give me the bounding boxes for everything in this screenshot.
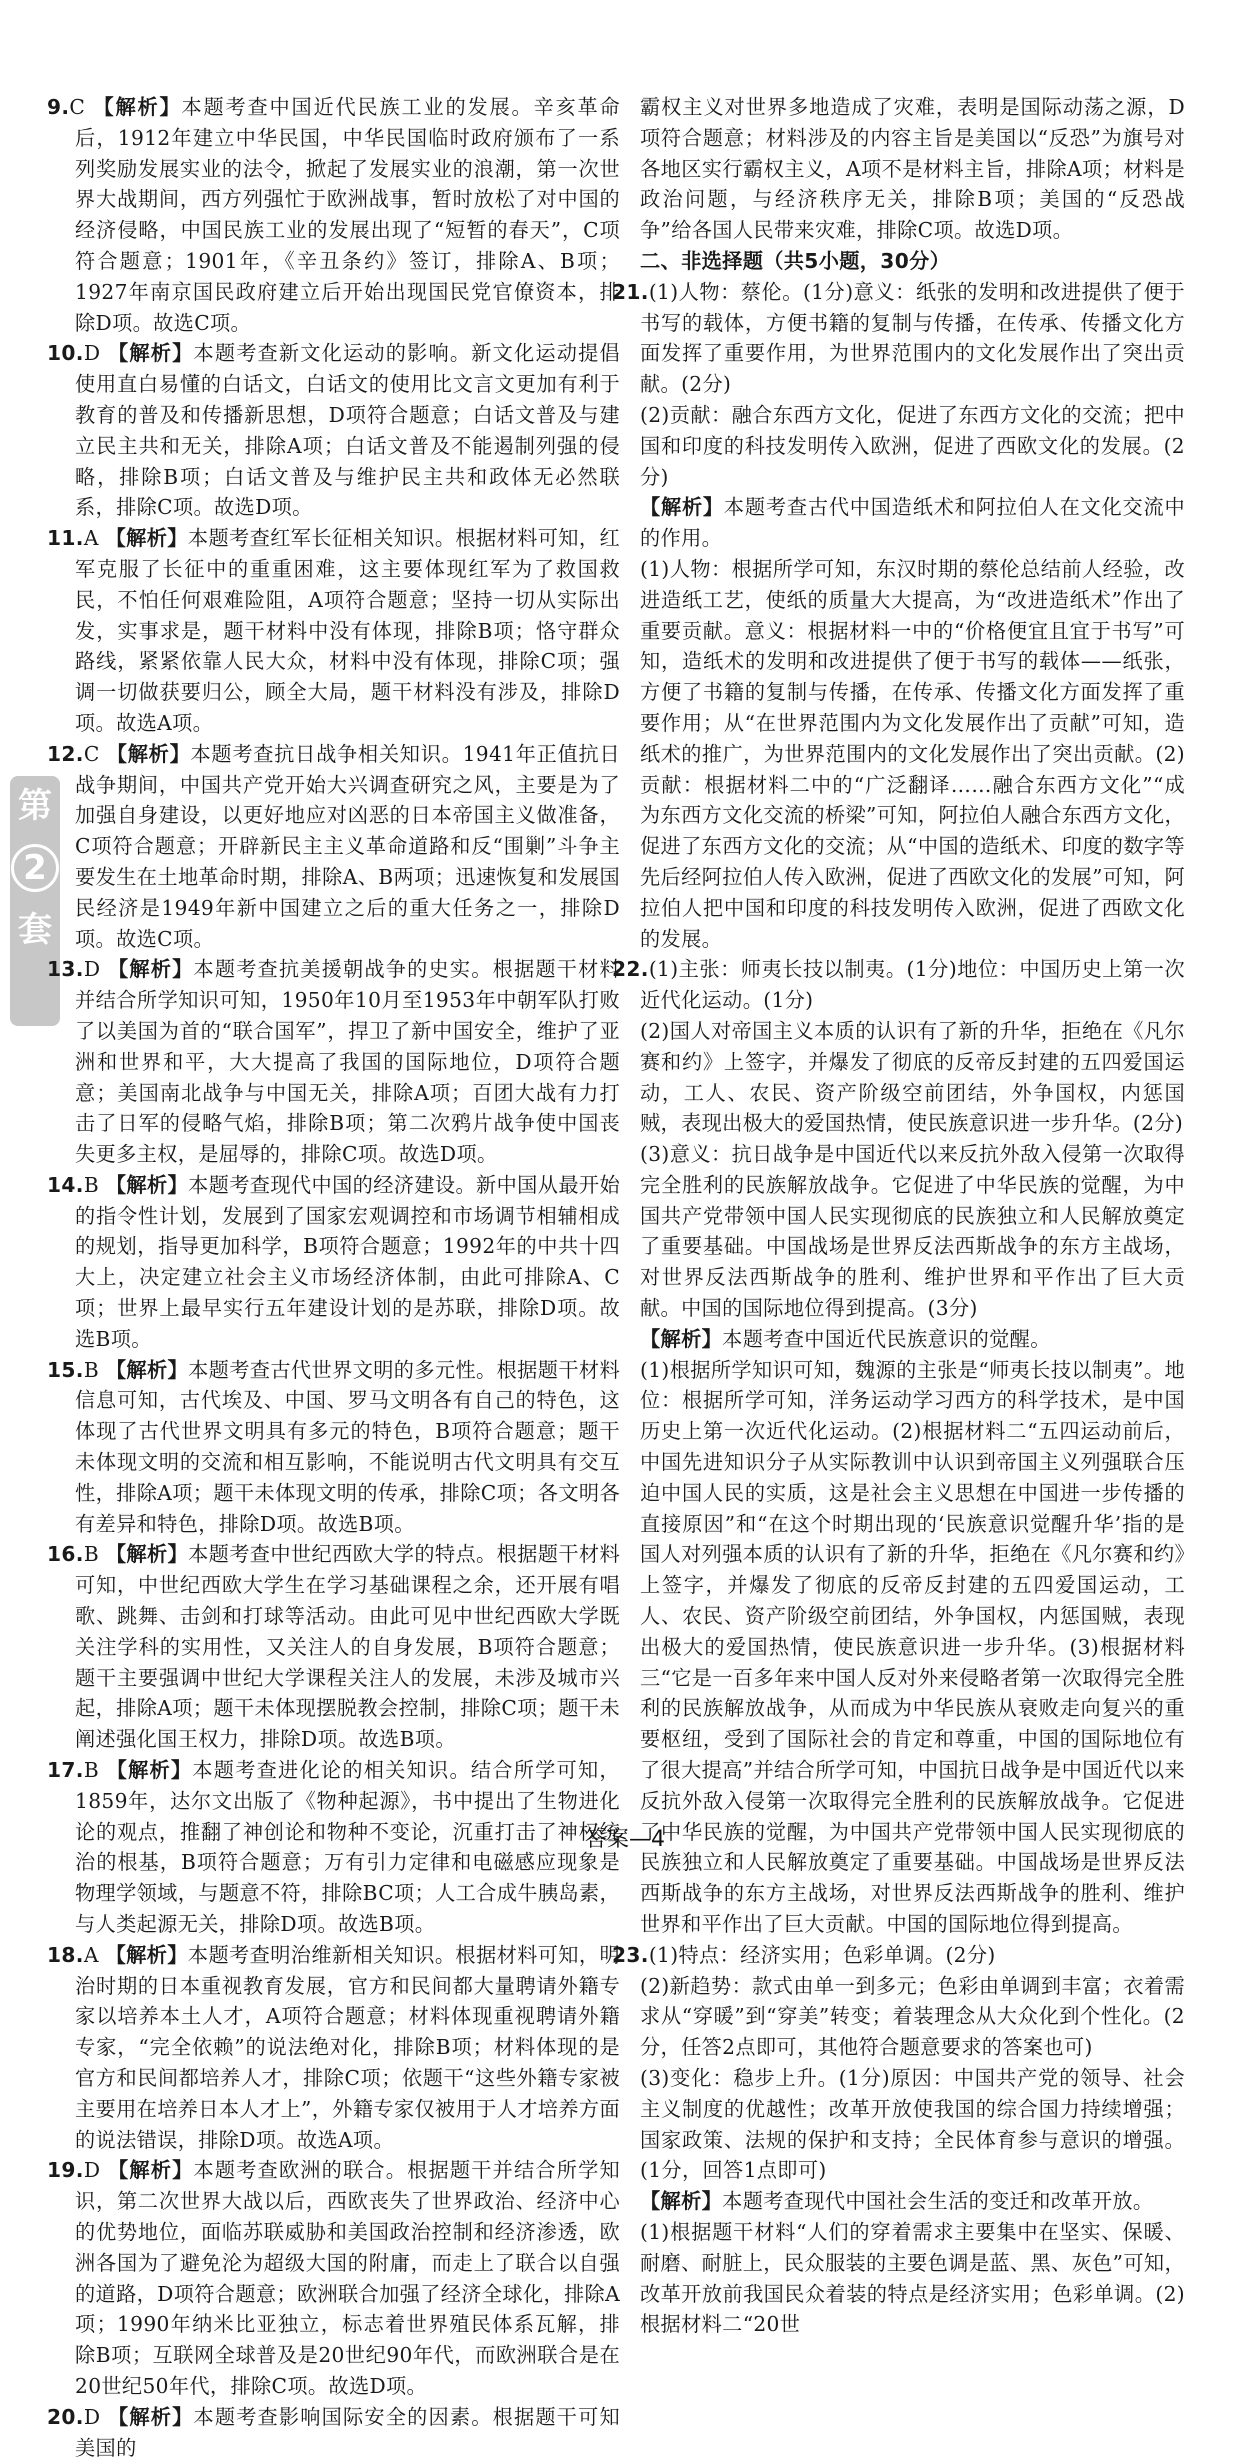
section-heading-nonchoice: 二、非选择题（共5小题，30分） [640,248,951,273]
answer-item-14: 14.B 【解析】本题考查现代中国的经济建设。新中国从最开始的指令性计划，发展到了国家宏观调控和市场调节相辅相成的规划，指导更加科学，B项符合题意；1992年的中共十四大上，决定建立社会主义市场经济体制，由此可排除A、C项；世界上最早实行五年建设计划的是苏联，排除D项。故选B项。 [47,1172,620,1351]
answer-item-9: 9.C 【解析】本题考查中国近代民族工业的发展。辛亥革命后，1912年建立中华民国，中华民国临时政府颁布了一系列奖励发展实业的法令，掀起了发展实业的浪潮，第一次世界大战期间，西方列强忙于欧洲战事，暂时放松了对中国的经济侵略，中国民族工业的发展出现了“短暂的春天”，C项符合题意；1901年，《辛丑条约》签订，排除A、B项；1927年南京国民政府建立后开始出现国民党官僚资本，排除D项。故选C项。 [47,95,621,335]
answer-item-16: 16.B 【解析】本题考查中世纪西欧大学的特点。根据题干材料可知，中世纪西欧大学生在学习基础课程之余，还开展有唱歌、跳舞、击剑和打球等活动。由此可见中世纪西欧大学既关注学科的实用性，又关注人的自身发展，B项符合题意；题干主要强调中世纪大学课程关注人的发展，未涉及城市兴起，排除A项；题干未体现摆脱教会控制，排除C项；题干未阐述强化国王权力，排除D项。故选B项。 [47,1542,620,1752]
answer-item-20-continued: 霸权主义对世界多地造成了灾难，表明是国际动荡之源，D项符合题意；材料涉及的内容主旨是美国以“反恐”为旗号对各地区实行霸权主义，A项不是材料主旨，排除A项；材料是政治问题，与经济秩序无关，排除B项；美国的“反恐战争”给各国人民带来灾难，排除C项。故选D项。 [640,95,1185,243]
answer-23-analysis: (1)根据题干材料“人们的穿着需求主要集中在坚实、保暖、耐磨、耐脏上，民众服装的主要色调是蓝、黑、灰色”可知，改革开放前我国民众着装的特点是经济实用；色彩单调。(2)根据材料二“20世 [640,2219,1185,2337]
left-column [47,92,621,2463]
answer-item-10: 10.D 【解析】本题考查新文化运动的影响。新文化运动提倡使用直白易懂的白话文，白话文的使用比文言文更加有利于教育的普及和传播新思想，D项符合题意；白话文普及与建立民主共和无关，排除A项；白话文普及不能遏制列强的侵略，排除B项；白话文普及与维护民主共和政体无必然联系，排除C项。故选D项。 [47,341,620,520]
answer-item-23: 23.(1)特点：经济实用；色彩单调。(2分) [612,1942,996,1967]
answer-item-19: 19.D 【解析】本题考查欧洲的联合。根据题干并结合所学知识，第二次世界大战以后，西欧丧失了世界政治、经济中心的优势地位，面临苏联威胁和美国政治控制和经济渗透，欧洲各国为了避免沦为超级大国的附庸，而走上了联合以自强的道路，D项符合题意；欧洲联合加强了经济全球化，排除A项；1990年纳米比亚独立，标志着世界殖民体系瓦解，排除B项；互联网全球普及是20世纪90年代，而欧洲联合是在20世纪50年代，排除C项。故选D项。 [47,2158,621,2398]
answer-22-part3: (3)意义：抗日战争是中国近代以来反抗外敌入侵第一次取得完全胜利的民族解放战争。它促进了中华民族的觉醒，为中国共产党带领中国人民实现彻底的民族独立和人民解放奠定了重要基础。中国战场是世界反法西斯战争的东方主战场，对世界反法西斯战争的胜利、维护世界和平作出了巨大贡献。中国的国际地位得到提高。(3分) [640,1142,1185,1321]
answer-23-analysis-head: 【解析】本题考查现代中国社会生活的变迁和改革开放。 [640,2189,1154,2214]
answer-item-15: 15.B 【解析】本题考查古代世界文明的多元性。根据题干材料信息可知，古代埃及、中国、罗马文明各有自己的特色，这体现了古代世界文明具有多元的特色，B项符合题意；题干未体现文明的交流和相互影响，不能说明古代文明具有交互性，排除A项；题干未体现文明的传承，排除C项；各文明各有差异和特色，排除D项。故选B项。 [47,1357,620,1536]
answer-item-21: 21.(1)人物：蔡伦。(1分)意义：纸张的发明和改进提供了便于书写的载体，方便书籍的复制与传播，在传承、传播文化方面发挥了重要作用，为世界范围内的文化发展作出了突出贡献。(2分) [612,279,1185,397]
answer-23-part2: (2)新趋势：款式由单一到多元；色彩由单调到丰富；衣着需求从“穿暖”到“穿美”转变；着装理念从大众化到个性化。(2分，任答2点即可，其他符合题意要求的答案也可) [640,1973,1185,2060]
answer-item-12: 12.C 【解析】本题考查抗日战争相关知识。1941年正值抗日战争期间，中国共产党开始大兴调查研究之风，主要是为了加强自身建设，以更好地应对凶恶的日本帝国主义做准备，C项符合题意；开辟新民主主义革命道路和反“围剿”斗争主要发生在土地革命时期，排除A、B两项；迅速恢复和发展国民经济是1949年新中国建立之后的重大任务之一，排除D项。故选C项。 [47,741,620,951]
answer-22-analysis: (1)根据所学知识可知，魏源的主张是“师夷长技以制夷”。地位：根据所学可知，洋务运动学习西方的科学技术，是中国历史上第一次近代化运动。(2)根据材料二“五四运动前后，中国先进知识分子从实际教训中认识到帝国主义列强联合压迫中国人民的实质，这是社会主义思想在中国进一步传播的直接原因”和“在这个时期出现的‘民族意识觉醒升华’指的是国人对列强本质的认识有了新的升华，拒绝在《凡尔赛和约》上签字，并爆发了彻底的反帝反封建的五四爱国运动，工人、农民、资产阶级空前团结，外争国权，内惩国贼，表现出极大的爱国热情，使民族意识进一步升华。(3)根据材料三“它是一百多年来中国人反对外来侵略者第一次取得完全胜利的民族解放战争，从而成为中华民族从衰败走向复兴的重要枢纽，受到了国际社会的肯定和尊重，中国的国际地位有了很大提高”并结合所学可知，中国抗日战争是中国近代以来反抗外敌入侵第一次取得完全胜利的民族解放战争。它促进了中华民族的觉醒，为中国共产党带领中国人民实现彻底的民族独立和人民解放奠定了重要基础。中国战场是世界反法西斯战争的东方主战场，对世界反法西斯战争的胜利、维护世界和平作出了巨大贡献。中国的国际地位得到提高。 [640,1357,1185,1937]
set-indicator-tab [10,776,60,1026]
answer-21-analysis-head: 【解析】本题考查古代中国造纸术和阿拉伯人在文化交流中的作用。 [640,495,1186,551]
answer-item-22: 22.(1)主张：师夷长技以制夷。(1分)地位：中国历史上第一次近代化运动。(1分) [612,957,1185,1013]
set-indicator-top: 第 [18,786,52,826]
answer-item-13: 13.D 【解析】本题考查抗美援朝战争的史实。根据题干材料并结合所学知识可知，1950年10月至1953年中朝军队打败了以美国为首的“联合国军”，捍卫了新中国安全，维护了亚洲和世界和平，大大提高了我国的国际地位，D项符合题意；美国南北战争与中国无关，排除A项；百团大战有力打击了日军的侵略气焰，排除B项；第二次鸦片战争使中国丧失更多主权，是屈辱的，排除C项。故选D项。 [47,957,620,1167]
answer-22-part2: (2)国人对帝国主义本质的认识有了新的升华，拒绝在《凡尔赛和约》上签字，并爆发了彻底的反帝反封建的五四爱国运动，工人、农民、资产阶级空前团结，外争国权，内惩国贼，表现出极大的爱国热情，使民族意识进一步升华。(2分) [640,1018,1185,1136]
answer-22-analysis-head: 【解析】本题考查中国近代民族意识的觉醒。 [640,1326,1051,1351]
answer-item-17: 17.B 【解析】本题考查进化论的相关知识。结合所学可知，1859年，达尔文出版了《物种起源》，书中提出了生物进化论的观点，推翻了神创论和物种不变论，沉重打击了神权统治的根基，B项符合题意；万有引力定律和电磁感应现象是物理学领域，与题意不符，排除BC项；人工合成牛胰岛素，与人类起源无关，排除D项。故选B项。 [47,1758,620,1937]
page-footer: 答案—4 [585,1827,665,1852]
set-indicator-bottom: 套 [18,910,52,950]
answer-21-analysis: (1)人物：根据所学可知，东汉时期的蔡伦总结前人经验，改进造纸工艺，使纸的质量大大提高，为“改进造纸术”作出了重要贡献。意义：根据材料一中的“价格便宜且宜于书写”可知，造纸术的发明和改进提供了便于书写的载体——纸张，方便了书籍的复制与传播，在传承、传播文化方面发挥了重要作用；从“在世界范围内为文化发展作出了贡献”可知，造纸术的推广，为世界范围内的文化发展作出了突出贡献。(2)贡献：根据材料二中的“广泛翻译……融合东西方文化”“成为东西方文化交流的桥梁”可知，阿拉伯人融合东西方文化，促进了东西方文化的交流；从“中国的造纸术、印度的数字等先后经阿拉伯人传入欧洲，促进了西欧文化的发展”可知，阿拉伯人把中国和印度的科技发明传入欧洲，促进了西欧文化的发展。 [640,556,1185,951]
answer-21-part2: (2)贡献：融合东西方文化，促进了东西方文化的交流；把中国和印度的科技发明传入欧洲，促进了西欧文化的发展。(2分) [640,402,1185,489]
set-indicator-number: 2 [11,844,59,892]
answer-23-part3: (3)变化：稳步上升。(1分)原因：中国共产党的领导、社会主义制度的优越性；改革开放使我国的综合国力持续增强；国家政策、法规的保护和支持；全民体育参与意识的增强。(1分，回答1点即可) [640,2066,1185,2183]
answer-item-11: 11.A 【解析】本题考查红军长征相关知识。根据材料可知，红军克服了长征中的重重困难，这主要体现红军为了救国救民，不怕任何艰难险阻，A项符合题意；坚持一切从实际出发，实事求是，题干材料中没有体现，排除B项；恪守群众路线，紧紧依靠人民大众，材料中没有体现，排除C项；强调一切做获要归公，顾全大局，题干材料没有涉及，排除D项。故选A项。 [47,526,620,735]
answer-item-18: 18.A 【解析】本题考查明治维新相关知识。根据材料可知，明治时期的日本重视教育发展，官方和民间都大量聘请外籍专家以培养本土人才，A项符合题意；材料体现重视聘请外籍专家，“完全依赖”的说法绝对化，排除B项；材料体现的是官方和民间都培养人才，排除C项；依题干“这些外籍专家被主要用在培养日本人才上”，外籍专家仅被用于人才培养方面的说法错误，排除D项。故选A项。 [47,1942,620,2152]
answer-item-20: 20.D 【解析】本题考查影响国际安全的因素。根据题干可知美国的 [47,2404,620,2460]
